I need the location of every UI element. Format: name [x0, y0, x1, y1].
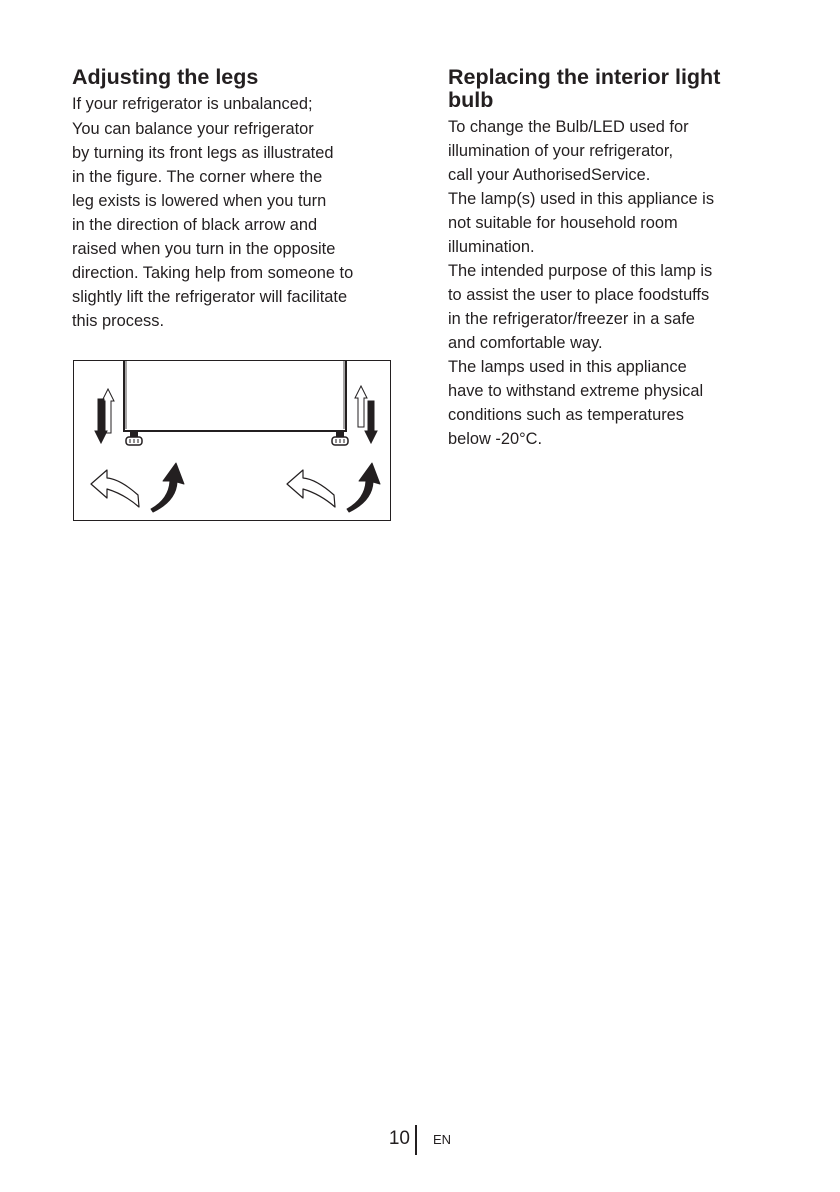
language-code: EN — [433, 1132, 452, 1147]
intro-text: If your refrigerator is unbalanced; — [72, 95, 313, 113]
adjustable-leg-icon — [332, 431, 348, 445]
section-heading-replacing-bulb: Replacing the interior light bulb — [448, 65, 721, 112]
page-footer — [0, 1125, 840, 1157]
section-heading-adjusting-legs: Adjusting the legs — [72, 65, 259, 89]
left-column — [72, 66, 417, 333]
adjustable-leg-icon — [126, 431, 142, 445]
right-column — [448, 66, 778, 451]
leg-adjustment-figure — [73, 360, 391, 521]
curved-arrow-black-icon — [151, 463, 184, 512]
up-arrow-outline-icon — [355, 386, 367, 427]
curved-arrow-black-icon — [347, 463, 380, 512]
body-paragraph-legs: You can balance your refrigerator by turning its front legs as illustrated in the figure. The corner where the leg exists is lowered when you turn in the direction of black arrow and raised when you turn in the opposite direction. Taking help from someone to slightly lift the refrigerator will facilitate this process. — [72, 120, 354, 330]
page-number: 10 — [388, 1128, 410, 1149]
body-paragraph-bulb: To change the Bulb/LED used for illumination of your refrigerator, call your AuthorisedService. The lamp(s) used in this appliance is not suitable for household room illumination. The intended purpose of this lamp is to assist the user to place foodstuffs in the refrigerator/freezer in a safe and comfortable way. The lamps used in this appliance have to withstand extreme physical conditions such as temperatures below -20°C. — [448, 118, 715, 448]
refrigerator-body — [124, 361, 346, 431]
down-arrow-icon — [365, 401, 377, 443]
curved-arrow-outline-icon — [91, 470, 139, 507]
footer-divider — [415, 1125, 417, 1155]
curved-arrow-outline-icon — [287, 470, 335, 507]
leg-adjustment-illustration — [74, 361, 392, 522]
